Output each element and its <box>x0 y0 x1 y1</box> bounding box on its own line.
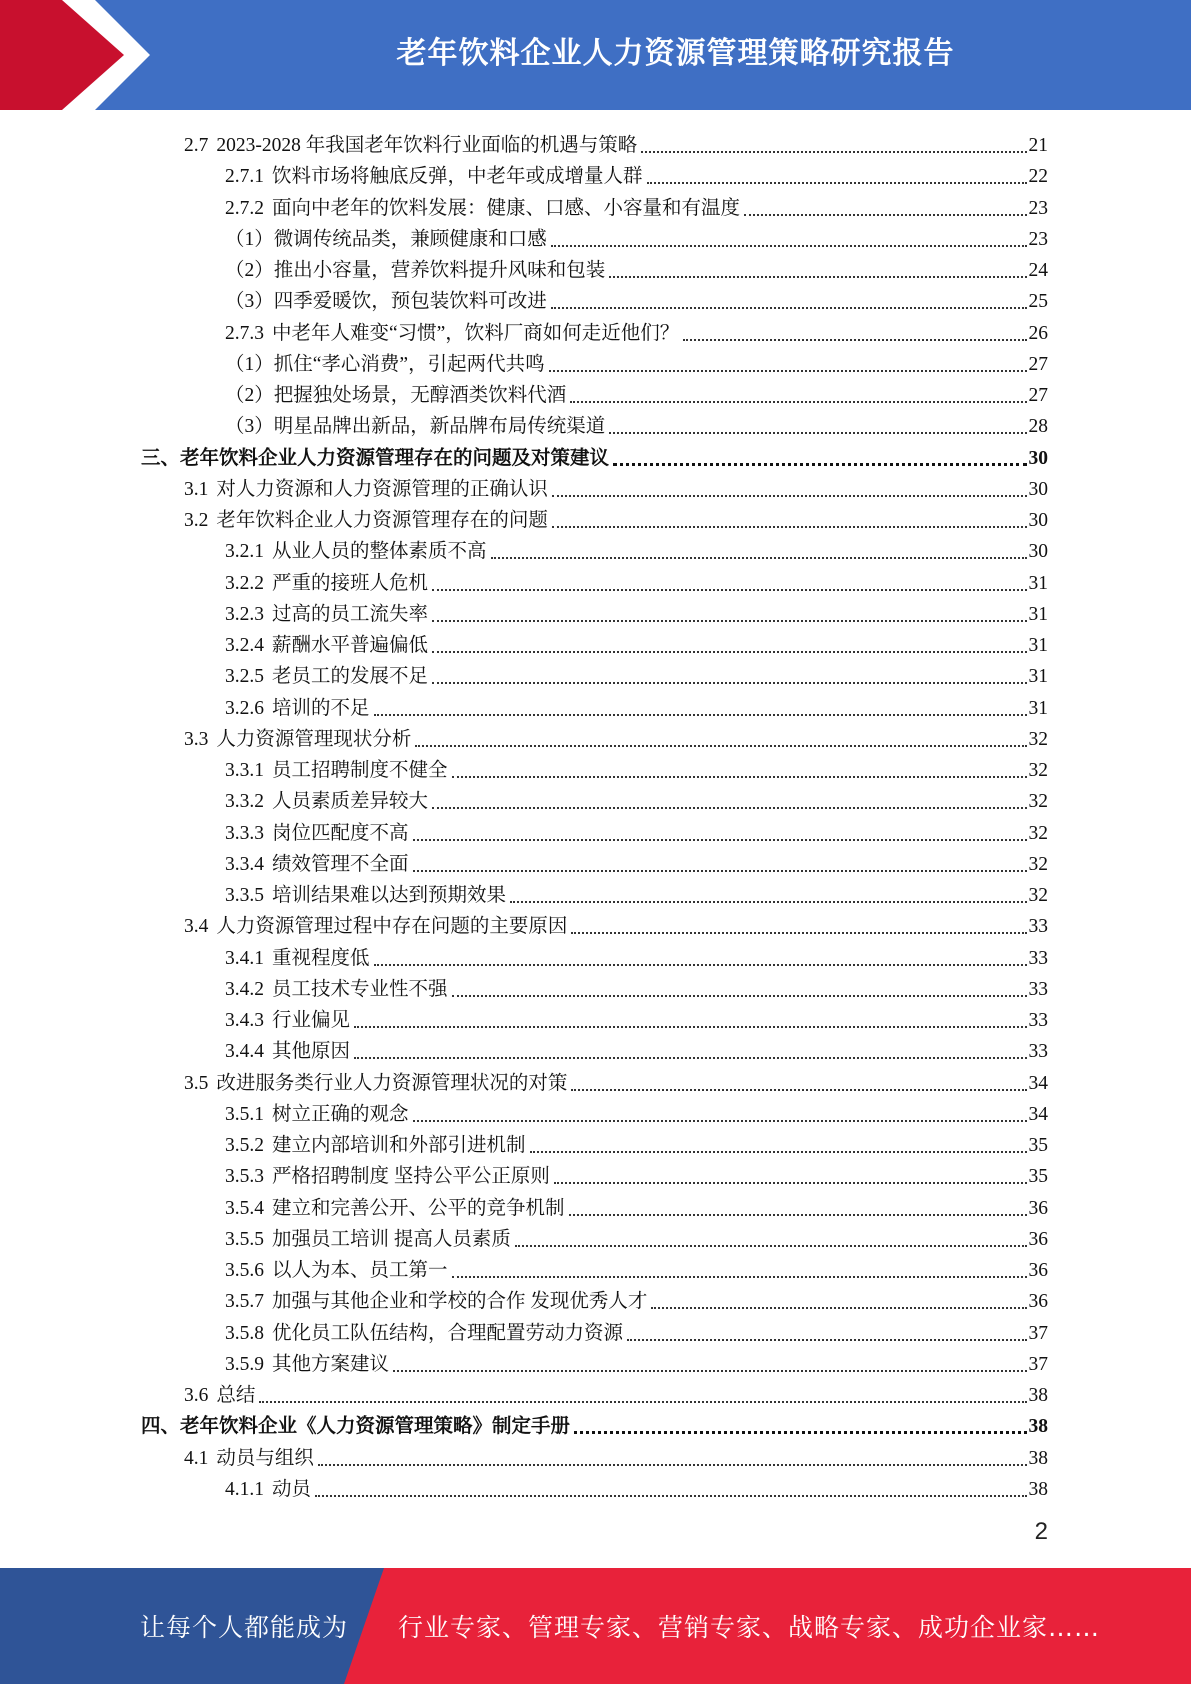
toc-entry[interactable] <box>184 502 1048 533</box>
toc-entry-number: 3.2.4 <box>225 635 264 656</box>
toc-entry-title: 老年饮料企业人力资源管理存在的问题及对策建议 <box>180 447 610 469</box>
toc-entry-number: 3.5.5 <box>225 1228 264 1250</box>
toc-entry-page: 38 <box>1028 1385 1048 1406</box>
toc-leader-dots <box>515 1245 1027 1247</box>
toc-entry-page: 36 <box>1028 1228 1048 1250</box>
toc-entry-number: 3.2 <box>184 510 209 531</box>
toc-entry[interactable] <box>225 158 1048 189</box>
toc-entry[interactable] <box>141 1408 1048 1439</box>
toc-entry-page: 36 <box>1028 1260 1048 1281</box>
toc-leader-dots <box>432 682 1026 684</box>
toc-entry-title: 加强员工培训 提高人员素质 <box>272 1228 511 1250</box>
toc-entry-number: 2.7 <box>184 135 209 156</box>
toc-entry-page: 33 <box>1028 947 1048 969</box>
toc-entry-title: 优化员工队伍结构，合理配置劳动力资源 <box>272 1322 624 1344</box>
toc-entry-number: 三、 <box>141 447 181 469</box>
toc-entry[interactable] <box>225 533 1048 564</box>
toc-leader-dots <box>641 151 1026 153</box>
toc-entry-title: 员工技术专业性不强 <box>272 978 448 1000</box>
toc-entry-page: 25 <box>1028 291 1048 313</box>
toc-entry[interactable] <box>225 1158 1048 1189</box>
toc-entry[interactable] <box>184 1440 1048 1471</box>
header-arrow-decoration <box>0 0 160 110</box>
toc-entry-number: 3.2.1 <box>225 541 264 563</box>
toc-entry-number: 3.1 <box>184 478 209 500</box>
toc-entry[interactable] <box>225 1221 1048 1252</box>
toc-entry-title: 薪酬水平普遍偏低 <box>272 635 429 656</box>
toc-entry[interactable] <box>225 658 1048 689</box>
toc-entry[interactable] <box>225 1096 1048 1127</box>
toc-entry-page: 32 <box>1028 822 1048 844</box>
toc-entry[interactable] <box>225 971 1048 1002</box>
toc-entry-number: 3.5.9 <box>225 1353 264 1375</box>
toc-entry[interactable] <box>225 377 1048 408</box>
page-header <box>0 0 1191 110</box>
toc-entry[interactable] <box>184 1377 1048 1408</box>
toc-entry-page: 31 <box>1028 635 1048 656</box>
toc-leader-dots <box>491 557 1027 559</box>
toc-leader-dots <box>569 1214 1027 1216</box>
toc-entry-number: 2.7.1 <box>225 166 264 188</box>
toc-leader-dots <box>432 807 1026 809</box>
toc-entry-page: 32 <box>1028 760 1048 781</box>
toc-leader-dots <box>374 714 1027 716</box>
toc-leader-dots <box>259 1401 1026 1403</box>
toc-leader-dots <box>647 182 1027 184</box>
toc-entry-number: （1） <box>225 228 274 250</box>
toc-leader-dots <box>609 276 1026 278</box>
toc-entry-number: 2.7.2 <box>225 197 264 219</box>
toc-entry-title: 四季爱暖饮，预包装饮料可改进 <box>273 291 547 313</box>
toc-entry[interactable] <box>225 940 1048 971</box>
toc-entry-title: 其他原因 <box>272 1041 351 1063</box>
toc-entry-number: （3） <box>225 291 274 313</box>
toc-entry-number: 3.6 <box>184 1385 209 1406</box>
toc-entry-title: 建立和完善公开、公平的竞争机制 <box>272 1197 565 1219</box>
toc-entry-title: 严格招聘制度 坚持公平公正原则 <box>272 1166 550 1188</box>
toc-entry-title: 人力资源管理过程中存在问题的主要原因 <box>216 916 568 938</box>
toc-entry-page: 28 <box>1028 416 1048 438</box>
toc-entry-title: 面向中老年的饮料发展：健康、口感、小容量和有温度 <box>272 197 741 219</box>
toc-entry-page: 31 <box>1028 697 1048 719</box>
toc-leader-dots <box>413 839 1027 841</box>
toc-entry-page: 35 <box>1028 1166 1048 1188</box>
toc-entry-title: 人员素质差异较大 <box>272 791 429 813</box>
toc-leader-dots <box>413 1120 1027 1122</box>
toc-entry-page: 32 <box>1028 728 1048 750</box>
toc-entry-title: 老年饮料企业人力资源管理存在的问题 <box>216 510 548 531</box>
toc-entry-page: 31 <box>1028 572 1048 594</box>
toc-entry-number: 4.1 <box>184 1447 209 1469</box>
toc-leader-dots <box>551 307 1027 309</box>
toc-entry-number: 3.5.4 <box>225 1197 264 1219</box>
toc-leader-dots <box>609 432 1026 434</box>
toc-leader-dots <box>432 589 1026 591</box>
toc-entry-title: 2023-2028 年我国老年饮料行业面临的机遇与策略 <box>216 135 638 156</box>
toc-leader-dots <box>744 214 1026 216</box>
toc-leader-dots <box>452 1276 1027 1278</box>
toc-leader-dots <box>651 1307 1026 1309</box>
toc-leader-dots <box>530 1151 1027 1153</box>
toc-entry-number: 3.5.1 <box>225 1103 264 1125</box>
toc-entry[interactable] <box>225 815 1048 846</box>
toc-entry[interactable] <box>225 846 1048 877</box>
toc-entry[interactable] <box>141 440 1048 471</box>
toc-leader-dots <box>318 1464 1027 1466</box>
footer-slogan-left: 让每个人都能成为 <box>140 1613 349 1642</box>
toc-entry-title: 老年饮料企业《人力资源管理策略》制定手册 <box>180 1416 571 1438</box>
toc-leader-dots <box>552 495 1027 497</box>
toc-entry-page: 38 <box>1028 1447 1048 1469</box>
toc-entry-number: （2） <box>225 385 274 406</box>
toc-entry-page: 38 <box>1028 1478 1048 1500</box>
toc-leader-dots <box>315 1495 1026 1497</box>
toc-entry-title: 微调传统品类，兼顾健康和口感 <box>273 228 547 250</box>
toc-entry-page: 33 <box>1028 1041 1048 1063</box>
toc-entry-page: 23 <box>1028 228 1048 250</box>
toc-entry[interactable] <box>225 1190 1048 1221</box>
toc-entry-title: 建立内部培训和外部引进机制 <box>272 1135 526 1156</box>
toc-entry-title: 动员与组织 <box>216 1447 314 1469</box>
toc-leader-dots <box>574 1431 1026 1434</box>
toc-leader-dots <box>374 964 1027 966</box>
toc-entry-title: 绩效管理不全面 <box>272 853 409 875</box>
toc-entry-page: 32 <box>1028 791 1048 813</box>
toc-leader-dots <box>549 370 1027 372</box>
toc-entry-title: 老员工的发展不足 <box>272 666 429 688</box>
toc-entry[interactable] <box>225 877 1048 908</box>
toc-entry-number: 四、 <box>141 1416 181 1438</box>
toc-leader-dots <box>413 870 1027 872</box>
toc-leader-dots <box>354 1026 1026 1028</box>
toc-entry-page: 33 <box>1028 978 1048 1000</box>
toc-entry[interactable] <box>225 252 1048 283</box>
toc-entry-title: 对人力资源和人力资源管理的正确认识 <box>216 478 548 500</box>
toc-entry[interactable] <box>225 1283 1048 1314</box>
toc-entry-number: 3.2.5 <box>225 666 264 688</box>
toc-entry-page: 35 <box>1028 1135 1048 1156</box>
toc-entry[interactable] <box>225 190 1048 221</box>
toc-entry-page: 22 <box>1028 166 1048 188</box>
toc-entry[interactable] <box>225 783 1048 814</box>
toc-entry[interactable] <box>225 1315 1048 1346</box>
toc-leader-dots <box>452 995 1027 997</box>
toc-entry[interactable] <box>225 283 1048 314</box>
page-footer <box>0 1568 1191 1684</box>
toc-entry-title: 过高的员工流失率 <box>272 603 429 625</box>
toc-entry-number: 3.5.6 <box>225 1260 264 1281</box>
toc-leader-dots <box>683 339 1026 341</box>
toc-leader-dots <box>393 1370 1026 1372</box>
toc-entry-number: 3.4.2 <box>225 978 264 1000</box>
toc-entry-number: 3.2.6 <box>225 697 264 719</box>
toc-entry-number: 3.4.1 <box>225 947 264 969</box>
toc-entry-title: 行业偏见 <box>272 1010 351 1031</box>
toc-entry-page: 27 <box>1028 353 1048 375</box>
toc-entry-number: 3.5.2 <box>225 1135 264 1156</box>
toc-entry-page: 36 <box>1028 1291 1048 1313</box>
toc-entry[interactable] <box>184 908 1048 939</box>
toc-entry-number: 3.2.3 <box>225 603 264 625</box>
toc-entry-title: 从业人员的整体素质不高 <box>272 541 487 563</box>
toc-entry[interactable] <box>225 346 1048 377</box>
toc-entry-page: 23 <box>1028 197 1048 219</box>
toc-entry-page: 34 <box>1028 1072 1048 1094</box>
toc-entry-title: 抓住“孝心消费”，引起两代共鸣 <box>273 353 545 375</box>
toc-leader-dots <box>554 1182 1027 1184</box>
toc-entry[interactable] <box>225 596 1048 627</box>
toc-leader-dots <box>570 401 1026 403</box>
toc-entry-page: 31 <box>1028 666 1048 688</box>
page-number: 2 <box>1034 1518 1048 1545</box>
toc-entry-number: 3.2.2 <box>225 572 264 594</box>
toc-entry-title: 把握独处场景，无醇酒类饮料代酒 <box>273 385 567 406</box>
toc-entry-page: 32 <box>1028 885 1048 906</box>
toc-entry-number: （2） <box>225 260 274 281</box>
toc-entry-title: 员工招聘制度不健全 <box>272 760 448 781</box>
toc-entry-number: 3.4 <box>184 916 209 938</box>
toc-entry-page: 32 <box>1028 853 1048 875</box>
toc-leader-dots <box>432 620 1026 622</box>
toc-entry-number: 2.7.3 <box>225 322 264 344</box>
toc-entry-title: 重视程度低 <box>272 947 370 969</box>
toc-entry-number: （3） <box>225 416 274 438</box>
toc-entry[interactable] <box>184 1065 1048 1096</box>
toc-entry[interactable] <box>225 690 1048 721</box>
toc-entry-number: 3.3 <box>184 728 209 750</box>
toc-entry-page: 26 <box>1028 322 1048 344</box>
toc-leader-dots <box>551 245 1027 247</box>
toc-entry[interactable] <box>225 1002 1048 1033</box>
toc-entry[interactable] <box>184 721 1048 752</box>
toc-entry-number: 3.3.5 <box>225 885 264 906</box>
toc-entry-title: 培训结果难以达到预期效果 <box>272 885 507 906</box>
toc-entry[interactable] <box>225 221 1048 252</box>
toc-entry[interactable] <box>225 565 1048 596</box>
toc-leader-dots <box>432 651 1026 653</box>
toc-leader-dots <box>510 901 1026 903</box>
toc-entry-number: 3.5.3 <box>225 1166 264 1188</box>
toc-entry-title: 加强与其他企业和学校的合作 发现优秀人才 <box>272 1291 648 1313</box>
toc-entry-title: 动员 <box>272 1478 312 1500</box>
toc-leader-dots <box>415 745 1026 747</box>
toc-entry[interactable] <box>225 408 1048 439</box>
toc-entry-number: （1） <box>225 353 274 375</box>
toc-entry[interactable] <box>225 627 1048 658</box>
toc-entry-number: 3.3.1 <box>225 760 264 781</box>
toc-entry-page: 33 <box>1028 1010 1048 1031</box>
toc-entry-page: 24 <box>1028 260 1048 281</box>
toc-leader-dots <box>452 776 1027 778</box>
toc-entry[interactable] <box>225 1033 1048 1064</box>
toc-leader-dots <box>354 1057 1026 1059</box>
toc-entry-title: 培训的不足 <box>272 697 370 719</box>
toc-entry-title: 饮料市场将触底反弹，中老年或成增量人群 <box>272 166 643 188</box>
toc-entry-page: 31 <box>1028 603 1048 625</box>
toc-entry-title: 中老年人难变“习惯”，饮料厂商如何走近他们？ <box>272 322 680 344</box>
toc-entry-page: 36 <box>1028 1197 1048 1219</box>
toc-entry-page: 21 <box>1028 135 1048 156</box>
toc-entry-page: 33 <box>1028 916 1048 938</box>
toc-entry[interactable] <box>225 315 1048 346</box>
toc-entry-title: 人力资源管理现状分析 <box>216 728 412 750</box>
toc-entry-number: 3.4.4 <box>225 1041 264 1063</box>
toc-entry-page: 30 <box>1028 541 1048 563</box>
toc-entry-number: 3.3.4 <box>225 853 264 875</box>
toc-entry-page: 37 <box>1028 1353 1048 1375</box>
toc-entry[interactable] <box>184 127 1048 158</box>
toc-leader-dots <box>571 1089 1026 1091</box>
toc-entry-title: 改进服务类行业人力资源管理状况的对策 <box>216 1072 568 1094</box>
toc-entry-title: 明星品牌出新品，新品牌布局传统渠道 <box>273 416 606 438</box>
toc-entry-number: 3.5.7 <box>225 1291 264 1313</box>
toc-entry-number: 3.5 <box>184 1072 209 1094</box>
header-title: 老年饮料企业人力资源管理策略研究报告 <box>396 36 955 71</box>
toc-entry-number: 4.1.1 <box>225 1478 264 1500</box>
toc-entry-title: 岗位匹配度不高 <box>272 822 409 844</box>
toc-entry-title: 严重的接班人危机 <box>272 572 429 594</box>
toc-entry-page: 38 <box>1028 1416 1048 1438</box>
toc-entry-page: 34 <box>1028 1103 1048 1125</box>
toc-entry-title: 其他方案建议 <box>272 1353 390 1375</box>
footer-slogan-right: 行业专家、管理专家、营销专家、战略专家、成功企业家…… <box>398 1613 1101 1642</box>
toc-entry[interactable] <box>225 1252 1048 1283</box>
toc-entry[interactable] <box>225 1346 1048 1377</box>
toc-entry-number: 3.3.3 <box>225 822 264 844</box>
toc-leader-dots <box>627 1339 1026 1341</box>
toc-entry-page: 37 <box>1028 1322 1048 1344</box>
toc-entry-title: 树立正确的观念 <box>272 1103 409 1125</box>
toc-entry-title: 总结 <box>216 1385 256 1406</box>
toc-entry-page: 30 <box>1028 478 1048 500</box>
toc-entry-page: 30 <box>1028 447 1048 469</box>
toc-entry[interactable] <box>225 1471 1048 1502</box>
toc-entry[interactable] <box>225 1127 1048 1158</box>
toc-entry-title: 推出小容量，营养饮料提升风味和包装 <box>273 260 606 281</box>
toc-entry-page: 27 <box>1028 385 1048 406</box>
toc-entry[interactable] <box>225 752 1048 783</box>
toc-entry-number: 3.5.8 <box>225 1322 264 1344</box>
toc-leader-dots <box>552 526 1027 528</box>
toc-entry-number: 3.3.2 <box>225 791 264 813</box>
toc-entry-page: 30 <box>1028 510 1048 531</box>
toc-entry-title: 以人为本、员工第一 <box>272 1260 448 1281</box>
toc-entry-number: 3.4.3 <box>225 1010 264 1031</box>
toc-entry[interactable] <box>184 471 1048 502</box>
toc-leader-dots <box>613 463 1026 466</box>
toc-leader-dots <box>571 932 1026 934</box>
